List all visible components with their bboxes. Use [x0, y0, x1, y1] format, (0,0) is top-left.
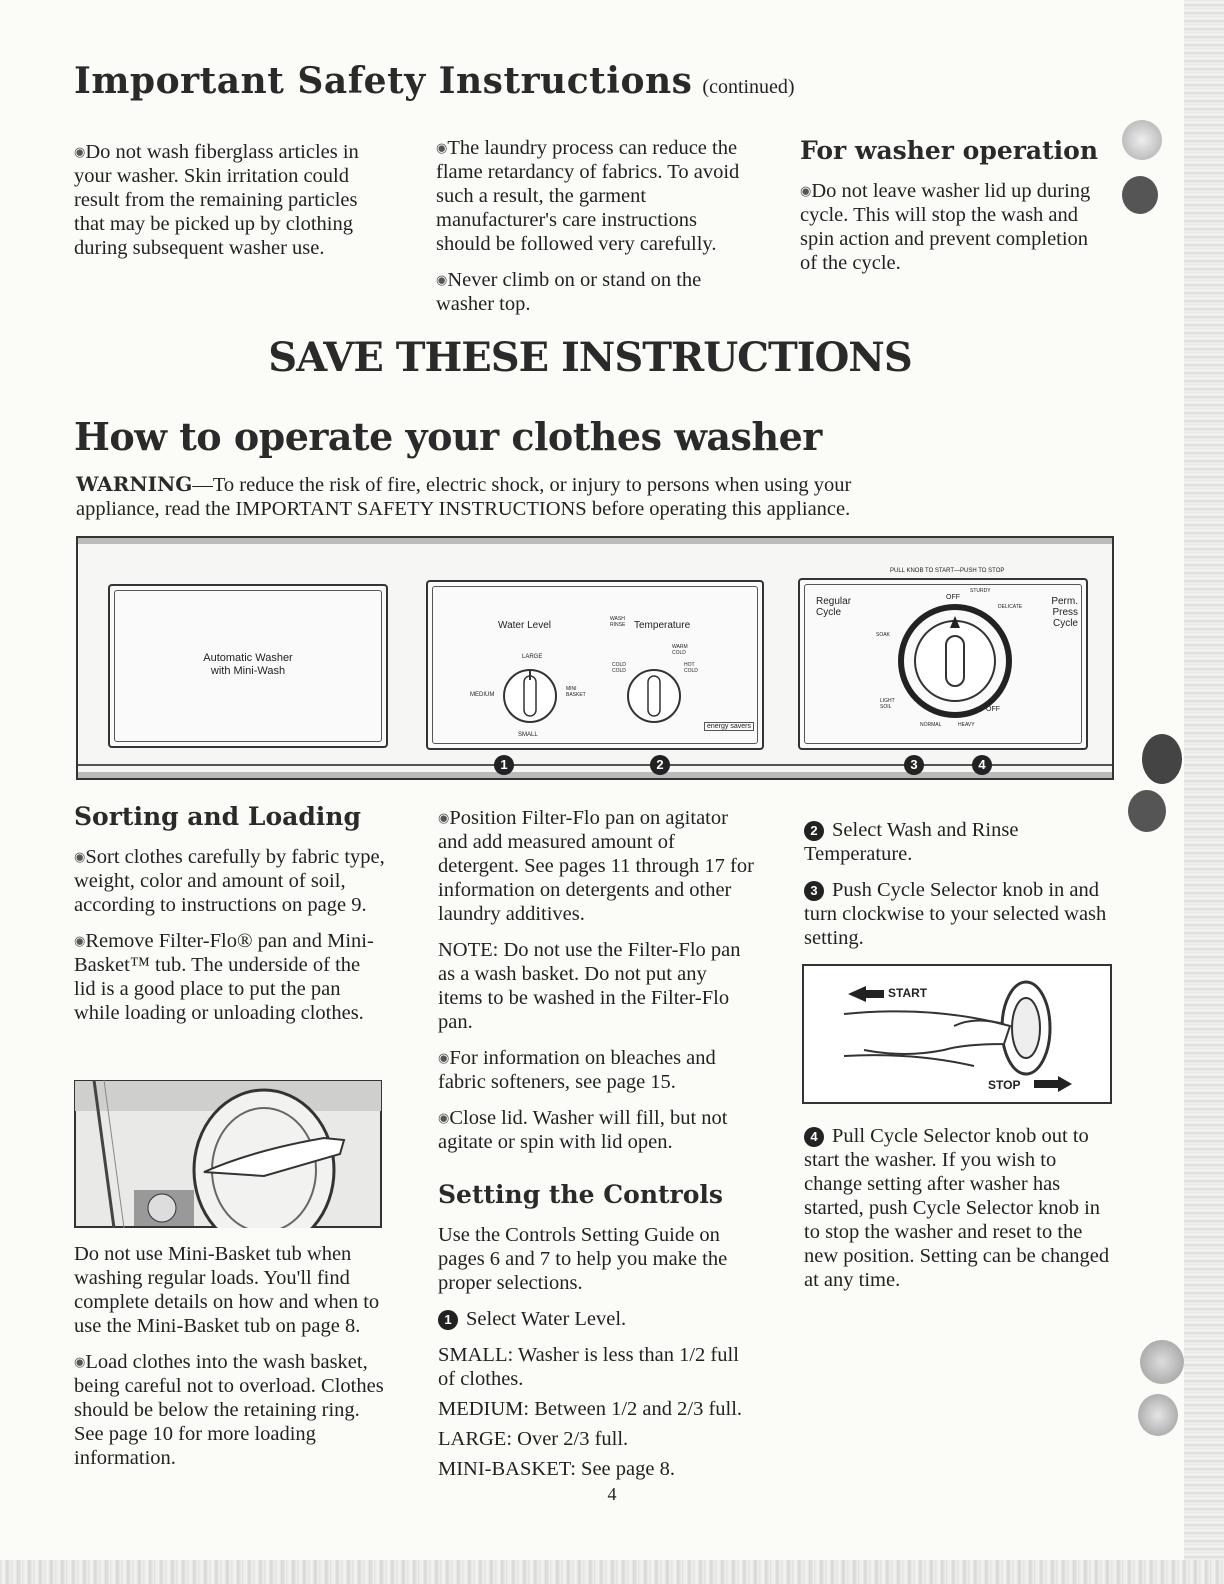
stop-label: STOP — [988, 1078, 1021, 1092]
water-level-knob[interactable] — [500, 666, 560, 726]
mini-basket-label: MINI BASKET — [566, 686, 586, 698]
safety-text: Do not wash fiberglass articles in your washer. Skin irritation could result from the remaining particles that may be picked up by clothing during subsequent washer use. — [74, 141, 359, 259]
step-2-text: Select Wash and Rinse Temperature. — [804, 819, 1019, 865]
bleed-dot — [1142, 734, 1182, 784]
start-label: START — [888, 986, 928, 1000]
energy-savers-badge: energy savers — [704, 722, 754, 731]
step-1 — [438, 1307, 756, 1331]
marker-3: 3 — [904, 755, 924, 775]
control-panel — [76, 536, 1114, 780]
knob-illustration — [802, 964, 1112, 1104]
washer-operation-heading: For washer operation — [800, 136, 1099, 165]
bleed-dot — [1128, 790, 1166, 832]
bleed-dot — [1140, 1340, 1184, 1384]
water-temp-section — [426, 580, 764, 750]
scan-edge — [1184, 0, 1224, 1584]
step-3 — [804, 878, 1114, 950]
right-column-lower — [804, 1124, 1114, 1304]
sorting-heading: Sorting and Loading — [74, 802, 361, 831]
large-label: LARGE — [522, 654, 543, 660]
middle-item — [438, 1106, 756, 1154]
controls-heading: Setting the Controls — [438, 1180, 723, 1209]
step-2 — [804, 818, 1114, 866]
safety-item — [74, 140, 386, 260]
sorting-item — [74, 1350, 386, 1470]
warning-label: WARNING — [76, 472, 193, 496]
sorting-text: Load clothes into the wash basket, being careful not to overload. Clothes should be below the retaining ring. See page 10 for more loading information. — [74, 1351, 384, 1469]
step-3-text: Push Cycle Selector knob in and turn clockwise to your selected wash setting. — [804, 879, 1107, 949]
soak-label: SOAK — [876, 632, 890, 638]
step-3-badge: 3 — [804, 881, 824, 901]
water-mini: MINI-BASKET: See page 8. — [438, 1458, 675, 1480]
warm-cold-label: WARM COLD — [672, 644, 688, 656]
sorting-column-lower — [74, 1242, 386, 1482]
cycle-selector-knob[interactable] — [896, 602, 1014, 720]
model-name-line1: Automatic Washer — [203, 652, 293, 664]
middle-item — [438, 1046, 756, 1094]
controls-paragraph: Use the Controls Setting Guide on pages 6 and 7 to help you make the proper selections. — [438, 1224, 728, 1294]
perm-press-label: Perm. Press Cycle — [1051, 596, 1078, 629]
model-nameplate — [108, 584, 388, 748]
middle-item — [438, 806, 756, 926]
step-4-badge: 4 — [804, 1127, 824, 1147]
step-1-badge: 1 — [438, 1310, 458, 1330]
normal-label: NORMAL — [920, 722, 942, 728]
bleed-dot — [1138, 1394, 1178, 1436]
safety-text: Do not leave washer lid up during cycle. This will stop the wash and spin action and prevent completion of the cycle. — [800, 180, 1091, 274]
off-bottom-label: OFF — [986, 706, 1000, 713]
bleed-dot — [1122, 176, 1158, 214]
pull-knob-label: PULL KNOB TO START—PUSH TO STOP — [890, 568, 1005, 574]
safety-item — [436, 136, 748, 256]
regular-cycle-label: Regular Cycle — [816, 596, 852, 618]
safety-item — [800, 179, 1100, 275]
save-banner: SAVE THESE INSTRUCTIONS — [268, 334, 912, 381]
marker-1: 1 — [494, 755, 514, 775]
how-to-title: How to operate your clothes washer — [74, 414, 822, 459]
middle-text: Position Filter-Flo pan on agitator and add measured amount of detergent. See pages 11 through 17 for information on detergents and other laundry additives. — [438, 807, 754, 925]
hot-cold-label: HOT COLD — [684, 662, 698, 674]
sorting-item — [74, 929, 386, 1025]
page-header — [74, 60, 795, 102]
safety-col-1 — [74, 140, 386, 272]
water-small: SMALL: Washer is less than 1/2 full of clothes. — [438, 1344, 739, 1390]
page-title: Important Safety Instructions — [74, 60, 693, 102]
sorting-text: Remove Filter-Flo® pan and Mini-Basket™ tub. The underside of the lid is a good place to put the pan while loading or unloading clothes. — [74, 930, 374, 1024]
safety-col-3 — [800, 136, 1100, 287]
cold-cold-label: COLD COLD — [612, 662, 626, 674]
scan-bottom-strip — [0, 1560, 1224, 1584]
model-name-line2: with Mini-Wash — [210, 665, 286, 677]
middle-text: For information on bleaches and fabric softeners, see page 15. — [438, 1047, 716, 1093]
middle-column — [438, 806, 756, 1493]
step-1-text: Select Water Level. — [466, 1308, 627, 1330]
temperature-label: Temperature — [634, 620, 691, 631]
sorting-item — [74, 845, 386, 917]
marker-2: 2 — [650, 755, 670, 775]
small-label: SMALL — [518, 732, 538, 738]
marker-4: 4 — [972, 755, 992, 775]
warning-paragraph — [76, 472, 896, 521]
marker-line — [78, 764, 1112, 766]
delicate-label: DELICATE — [998, 604, 1023, 610]
step-4 — [804, 1124, 1114, 1292]
step-4-text: Pull Cycle Selector knob out to start the washer. If you wish to change setting after washer has started, push Cycle Selector knob in to stop the washer and reset to the new position. Setting can be changed at any time. — [804, 1125, 1110, 1291]
continued-label: (continued) — [702, 76, 795, 98]
step-2-badge: 2 — [804, 821, 824, 841]
light-soil-label: LIGHT SOIL — [880, 698, 895, 710]
filter-flo-note: NOTE: Do not use the Filter-Flo pan as a wash basket. Do not put any items to be washed in the Filter-Flo pan. — [438, 939, 741, 1033]
sorting-text: Sort clothes carefully by fabric type, weight, color and amount of soil, according to instructions on page 9. — [74, 846, 385, 916]
water-medium: MEDIUM: Between 1/2 and 2/3 full. — [438, 1398, 743, 1420]
water-level-label: Water Level — [498, 620, 551, 631]
bleed-dot — [1122, 120, 1162, 160]
sturdy-label: STURDY — [970, 588, 991, 594]
page-number: 4 — [607, 1484, 617, 1504]
water-large: LARGE: Over 2/3 full. — [438, 1428, 629, 1450]
safety-item — [436, 268, 748, 316]
safety-col-2 — [436, 136, 748, 328]
warning-text: —To reduce the risk of fire, electric shock, or injury to persons when using your appliance, read the IMPORTANT SAFETY INSTRUCTIONS before operating this appliance. — [76, 474, 852, 520]
safety-text: Never climb on or stand on the washer top. — [436, 269, 702, 315]
off-top-label: OFF — [946, 594, 960, 601]
right-column-upper — [804, 818, 1114, 962]
middle-text: Close lid. Washer will fill, but not agitate or spin with lid open. — [438, 1107, 728, 1153]
mini-basket-note — [74, 1242, 386, 1338]
sorting-column — [74, 802, 386, 1037]
cycle-selector-section — [798, 578, 1088, 750]
safety-text: The laundry process can reduce the flame retardancy of fabrics. To avoid such a result, the garment manufacturer's care instructions should be followed very carefully. — [436, 137, 740, 255]
sorting-text: Do not use Mini-Basket tub when washing regular loads. You'll find complete details on how and when to use the Mini-Basket tub on page 8. — [74, 1243, 380, 1337]
heavy-label: HEAVY — [958, 722, 975, 728]
loading-illustration — [74, 1080, 382, 1228]
temperature-knob[interactable] — [624, 666, 684, 726]
medium-label: MEDIUM — [470, 692, 495, 698]
wash-rinse-label: WASH RINSE — [610, 616, 626, 628]
